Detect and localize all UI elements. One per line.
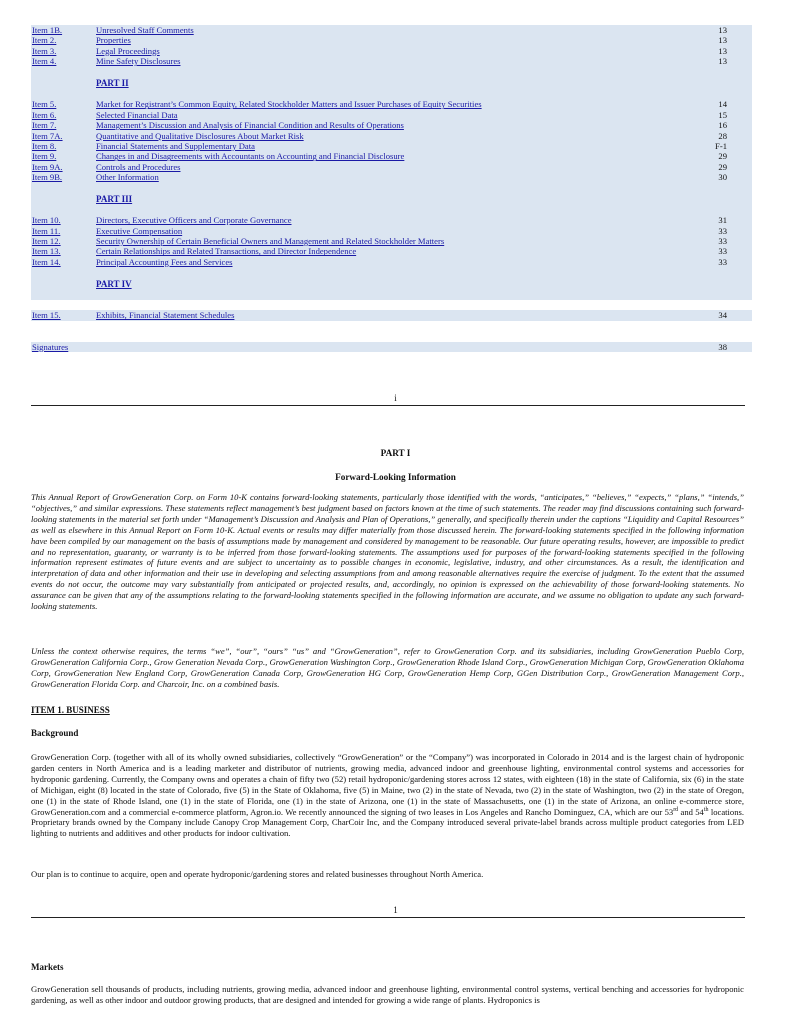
toc-row[interactable]: [31, 342, 752, 352]
part-4-link[interactable]: PART IV: [96, 278, 132, 289]
toc-spacer: [31, 267, 752, 277]
part-2-link[interactable]: PART II: [96, 77, 129, 88]
forward-looking-paragraph: This Annual Report of GrowGeneration Corp. on Form 10-K contains forward-looking statements, particularly those identified with the words, “anticipates,” “believes,” “expects,” “plans,” “intends,” “objectives,” and similar expressions. These statements reflect management’s best judgment based on factors known at the time of such statements. The reader may find discussions containing such forward-looking statements in the material set forth under “Management’s Discussion and Analysis and Plan of Operations,” generally, and specifically therein under the captions “Liquidity and Capital Resources” as well as elsewhere in this Annual Report on Form 10-K. Actual events or results may differ materially from those discussed herein. The forward-looking statements specified in the following information have been compiled by our management on the basis of assumptions made by management and considered by management to be reasonable. Our future operating results, however, are impossible to predict and no representation, guaranty, or warranty is to be inferred from those forward-looking statements. The assumptions used for purposes of the forward-looking statements specified in the following information represent estimates of future events and are subject to uncertainty as to possible changes in economic, legislative, industry, and other circumstances. As a result, the identification and interpretation of data and other information and their use in developing and selecting assumptions from and among reasonable alternatives require the exercise of judgment. To the extent that the assumed events do not occur, the outcome may vary substantially from anticipated or projected results, and, accordingly, no opinion is expressed on the achievability of those forward-looking statements. No assurance can be given that any of the assumptions relating to the forward-looking statements specified in the following information are accurate, and we assume no obligation to update any such forward-looking statements.: [31, 492, 744, 612]
toc-item-number[interactable]: Item 11.: [32, 225, 61, 236]
page-divider: [31, 405, 745, 406]
toc-spacer: [31, 321, 752, 331]
page-number: 1: [393, 905, 398, 915]
toc-item-title[interactable]: Financial Statements and Supplementary Data: [96, 140, 255, 151]
toc-row[interactable]: [31, 246, 752, 256]
toc-item-title[interactable]: Management’s Discussion and Analysis of Financial Condition and Results of Operations: [96, 120, 404, 131]
toc-row[interactable]: [31, 310, 752, 320]
toc-item-number[interactable]: Item 6.: [32, 109, 57, 120]
toc-item-number[interactable]: Item 7.: [32, 120, 57, 131]
superscript-th: th: [703, 806, 709, 813]
toc-item-number[interactable]: Item 9.: [32, 151, 57, 162]
toc-item-title[interactable]: Other Information: [96, 172, 159, 183]
toc-item-number[interactable]: Item 2.: [32, 35, 57, 46]
toc-item-title[interactable]: Security Ownership of Certain Beneficial Owners and Management and Related Stockholder Matters: [96, 236, 445, 247]
toc-item-number[interactable]: Item 9A.: [32, 161, 63, 172]
toc-page-number: 13: [718, 35, 727, 46]
toc-spacer: [31, 290, 752, 300]
toc-page-number: 15: [718, 109, 727, 120]
toc-page-number: 16: [718, 120, 727, 131]
toc-item-title[interactable]: Certain Relationships and Related Transactions, and Director Independence: [96, 246, 357, 257]
part-3-link[interactable]: PART III: [96, 193, 133, 204]
toc-spacer: [31, 331, 752, 341]
toc-item-number[interactable]: Item 13.: [32, 246, 61, 257]
toc-item-number[interactable]: Item 7A.: [32, 130, 63, 141]
toc-item-number[interactable]: Item 4.: [32, 56, 57, 67]
superscript-rd: rd: [673, 806, 679, 813]
toc-item-title[interactable]: Properties: [96, 35, 131, 46]
toc-item-title[interactable]: Market for Registrant’s Common Equity, Related Stockholder Matters and Issuer Purchases of Equity Securities: [96, 99, 482, 110]
toc-item-title[interactable]: Unresolved Staff Comments: [96, 25, 194, 35]
background-heading: Background: [31, 728, 79, 738]
page-divider: [31, 917, 745, 918]
toc-row[interactable]: [31, 162, 752, 172]
toc-item-title[interactable]: Directors, Executive Officers and Corporate Governance: [96, 215, 292, 226]
toc-page-number: 28: [718, 130, 727, 141]
toc-page-number: 14: [718, 99, 727, 110]
toc-item-number[interactable]: Item 10.: [32, 215, 61, 226]
toc-page-number: 33: [718, 225, 727, 236]
toc-spacer: [31, 205, 752, 215]
toc-page-number: 33: [718, 246, 727, 257]
toc-row[interactable]: [31, 151, 752, 161]
page-number-roman: i: [394, 393, 397, 403]
toc-item-title[interactable]: Quantitative and Qualitative Disclosures About Market Risk: [96, 130, 304, 141]
toc-item-number[interactable]: Item 1B.: [32, 25, 63, 35]
toc-row[interactable]: [31, 226, 752, 236]
toc-item-title[interactable]: Executive Compensation: [96, 225, 183, 236]
toc-item-number[interactable]: Item 8.: [32, 140, 57, 151]
toc-part-heading[interactable]: [31, 278, 752, 290]
toc-item-title[interactable]: Selected Financial Data: [96, 109, 178, 120]
toc-spacer: [31, 67, 752, 77]
toc-row[interactable]: [31, 56, 752, 66]
toc-row[interactable]: [31, 215, 752, 225]
background-text-and: and 54: [678, 806, 704, 817]
toc-item-number[interactable]: Item 15.: [32, 310, 61, 321]
signatures-link[interactable]: Signatures: [32, 341, 69, 352]
part-1-title: PART I: [380, 448, 411, 458]
toc-page-number: 31: [718, 215, 727, 226]
toc-page-number: 13: [718, 56, 727, 67]
toc-page-number: 34: [718, 310, 727, 321]
toc-page-number: 13: [718, 45, 727, 56]
toc-row[interactable]: [31, 46, 752, 56]
toc-part-heading[interactable]: [31, 77, 752, 89]
toc-page-number: 33: [718, 256, 727, 267]
toc-page-number: 29: [718, 161, 727, 172]
toc-page-number: 29: [718, 151, 727, 162]
toc-item-number[interactable]: Item 14.: [32, 256, 61, 267]
toc-item-title[interactable]: Legal Proceedings: [96, 45, 160, 56]
toc-spacer: [31, 182, 752, 192]
toc-row[interactable]: [31, 99, 752, 109]
toc-row[interactable]: [31, 257, 752, 267]
background-text-cont: locations. Proprietary brands owned by the Company include Canopy Crop Management Corp, CharCoir Inc, and the Company introduced several private-label brands across multiple product categories from LED lighting to nutrients and additives and other products for indoor cultivation.: [31, 806, 744, 839]
plan-paragraph: Our plan is to continue to acquire, open and operate hydroponic/gardening stores and related businesses throughout North America.: [31, 869, 484, 879]
toc-row[interactable]: [31, 131, 752, 141]
toc-row[interactable]: [31, 120, 752, 130]
toc-item-number[interactable]: Item 9B.: [32, 172, 63, 183]
toc-item-title[interactable]: Principal Accounting Fees and Services: [96, 256, 233, 267]
toc-item-number[interactable]: Item 12.: [32, 236, 61, 247]
toc-spacer: [31, 89, 752, 99]
table-of-contents: [31, 25, 752, 352]
item-1-business-heading: ITEM 1. BUSINESS: [31, 705, 110, 715]
toc-page-number: 38: [718, 341, 727, 352]
toc-page-number: 13: [718, 25, 727, 35]
markets-paragraph: GrowGeneration sell thousands of products, including nutrients, growing media, advanced indoor and greenhouse lighting, environmental control systems, vertical benching and accessories for hydroponic gardening, as well as other indoor and outdoor growing products, that are designed and intended for growing a wide range of plants. Hydroponics is: [31, 984, 744, 1005]
toc-row[interactable]: [31, 172, 752, 182]
toc-spacer: [31, 300, 752, 310]
background-text: GrowGeneration Corp. (together with all of its wholly owned subsidiaries, collectively “GrowGeneration” or the “Company”) was incorporated in Colorado in 2014 and is the largest chain of hydroponic garden centers in North America and is a leading marketer and distributor of nutrients, growing media, advanced indoor and greenhouse lighting, environmental control systems and accessories for hydroponic gardening. Currently, the Company owns and operates a chain of fifty two (52) retail hydroponic/gardening stores across 12 states, with eighteen (18) in the state of California, six (6) in the state of Michigan, eight (8) located in the state of Colorado, five (5) in the State of Oklahoma, five (5) in Maine, two (2) in the state of Nevada, two (2) in the state of Washington, two (2) in the state of Oregon, one (1) in the state of Rhode Island, one (1) in the state of Florida, one (1) in the state of Arizona, one (1) in the state of Massachusetts, one (1) in the state of Arizona, an online e-commerce store, GrowGeneration.com and a commercial e-commerce platform, Agron.io. We recently announced the signing of two leases in Los Angeles and Rancho Dominguez, CA, which are our 53: [31, 752, 744, 817]
context-paragraph: Unless the context otherwise requires, the terms “we”, “our”, “ours” “us” and “GrowGeneration”, refer to GrowGeneration Corp. and its subsidiaries, including GrowGeneration Pueblo Corp, GrowGeneration California Corp., Grow Generation Nevada Corp., GrowGeneration Washington Corp., GrowGeneration Rhode Island Corp., GrowGeneration Michigan Corp, GrowGeneration Oklahoma Corp, GrowGeneration New England Corp, GrowGeneration Canada Corp, GrowGeneration HG Corp, GrowGeneration Hemp Corp, GGen Distribution Corp., GrowGeneration Management Corp., GrowGeneration Florida Corp. and Charcoir, Inc. on a combined basis.: [31, 646, 744, 689]
toc-row[interactable]: [31, 141, 752, 151]
toc-part-heading[interactable]: [31, 193, 752, 205]
toc-item-title[interactable]: Exhibits, Financial Statement Schedules: [96, 310, 235, 321]
toc-item-number[interactable]: Item 3.: [32, 45, 57, 56]
toc-item-title[interactable]: Controls and Procedures: [96, 161, 181, 172]
toc-row[interactable]: [31, 25, 752, 35]
markets-heading: Markets: [31, 962, 64, 972]
toc-row[interactable]: [31, 35, 752, 45]
toc-row[interactable]: [31, 110, 752, 120]
toc-page-number: 30: [718, 172, 727, 183]
background-paragraph: [31, 752, 744, 839]
toc-page-number: 33: [718, 236, 727, 247]
toc-item-number[interactable]: Item 5.: [32, 99, 57, 110]
forward-looking-heading: Forward-Looking Information: [335, 472, 456, 482]
toc-row[interactable]: [31, 236, 752, 246]
toc-item-title[interactable]: Mine Safety Disclosures: [96, 56, 181, 67]
toc-page-number: F-1: [715, 140, 727, 151]
toc-item-title[interactable]: Changes in and Disagreements with Accountants on Accounting and Financial Disclosure: [96, 151, 405, 162]
